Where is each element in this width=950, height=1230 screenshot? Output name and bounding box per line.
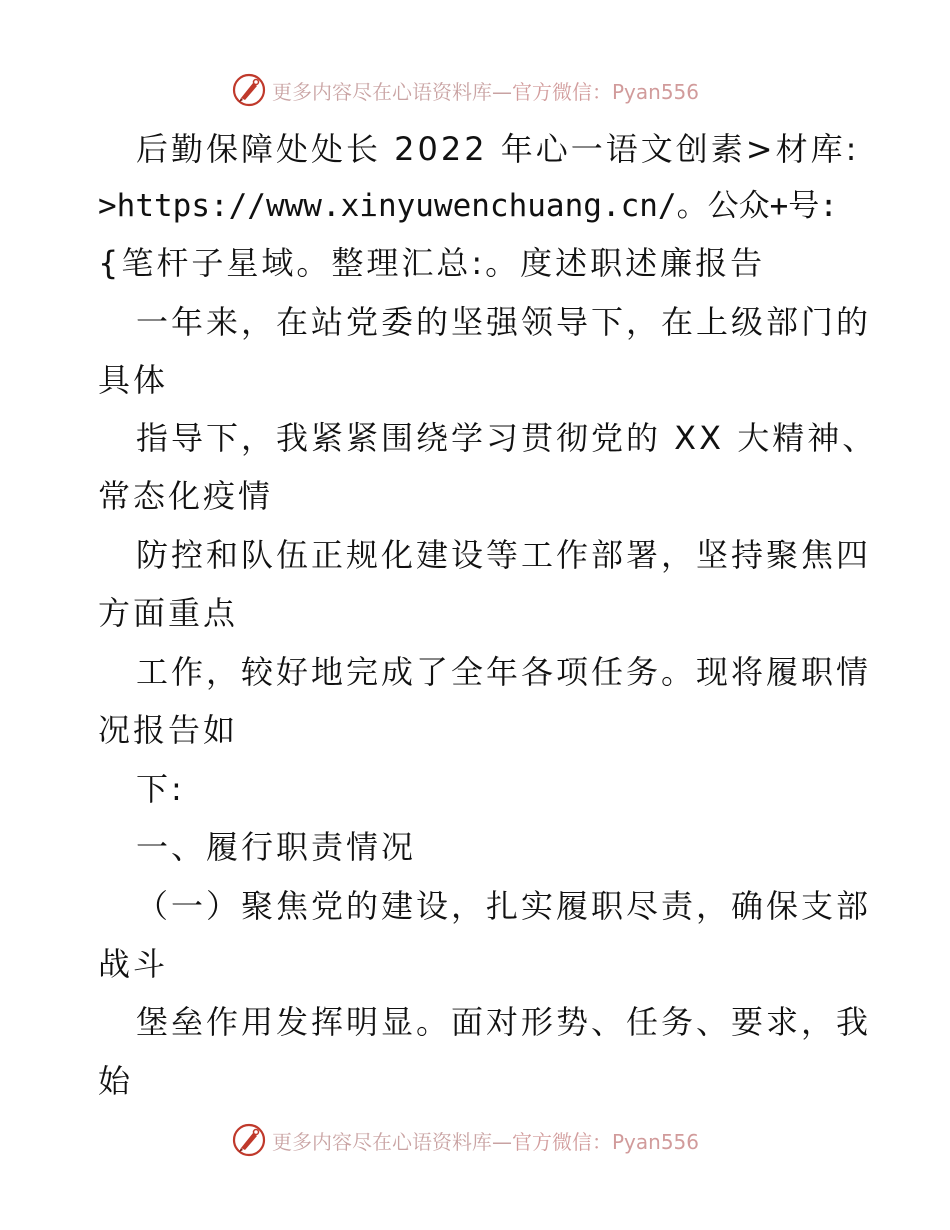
watermark-contact: 官方微信：Pyan556 bbox=[512, 79, 700, 104]
footer-watermark-banner bbox=[232, 1122, 712, 1158]
header-watermark-banner bbox=[232, 72, 712, 108]
doc-line: 防控和队伍正规化建设等工作部署，坚持聚焦四 bbox=[136, 536, 872, 574]
doc-line: 后勤保障处处长 2022 年心一语文创素>材库: bbox=[136, 130, 860, 168]
watermark-text bbox=[272, 76, 699, 105]
section-heading: 一、履行职责情况 bbox=[136, 828, 417, 866]
doc-line: 方面重点 bbox=[98, 594, 239, 632]
watermark-contact: 官方微信：Pyan556 bbox=[512, 1129, 700, 1154]
watermark-prefix: 更多内容尽在心语资料库 bbox=[272, 79, 492, 104]
watermark-text bbox=[272, 1126, 699, 1155]
watermark-dash: — bbox=[492, 79, 512, 104]
watermark-dash: — bbox=[492, 1129, 512, 1154]
pen-logo-icon bbox=[232, 1123, 266, 1157]
watermark-prefix: 更多内容尽在心语资料库 bbox=[272, 1129, 492, 1154]
doc-line: 况报告如 bbox=[98, 711, 239, 749]
doc-line-url: >https://www.xinyuwenchuang.cn/。公众+号: bbox=[98, 188, 838, 224]
doc-line: 下: bbox=[136, 770, 185, 808]
doc-line: 一年来，在站党委的坚强领导下，在上级部门的 bbox=[136, 303, 872, 341]
doc-line: 指导下，我紧紧围绕学习贯彻党的 XX 大精神、 bbox=[136, 419, 878, 457]
doc-line: 始 bbox=[98, 1062, 134, 1100]
pen-logo-icon bbox=[232, 73, 266, 107]
subsection-heading: （一）聚焦党的建设，扎实履职尽责，确保支部 bbox=[136, 887, 872, 925]
doc-line: {笔杆子星域。整理汇总:。度述职述廉报告 bbox=[98, 244, 766, 282]
doc-line: 具体 bbox=[98, 361, 169, 399]
doc-line: 常态化疫情 bbox=[98, 477, 274, 515]
doc-line: 堡垒作用发挥明显。面对形势、任务、要求，我 bbox=[136, 1003, 872, 1041]
doc-line: 战斗 bbox=[98, 945, 169, 983]
doc-line: 工作，较好地完成了全年各项任务。现将履职情 bbox=[136, 653, 872, 691]
